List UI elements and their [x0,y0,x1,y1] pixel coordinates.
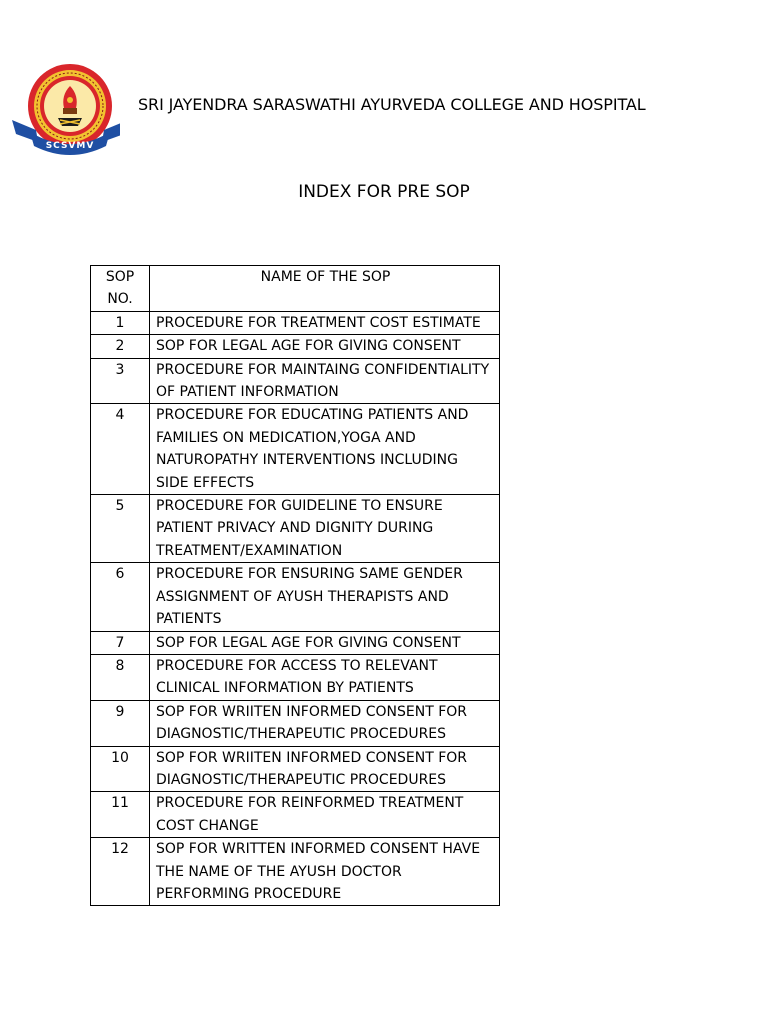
header-sop-name: NAME OF THE SOP [150,266,500,312]
sop-name: PROCEDURE FOR ACCESS TO RELEVANT CLINICAL INFORMATION BY PATIENTS [150,654,500,700]
header-sop-no-line1: SOP [105,269,135,285]
sop-name: PROCEDURE FOR GUIDELINE TO ENSURE PATIENT PRIVACY AND DIGNITY DURING TREATMENT/EXAMINATION [150,495,500,563]
header-sop-no [91,266,150,312]
sop-name: SOP FOR WRIITEN INFORMED CONSENT FOR DIAGNOSTIC/THERAPEUTIC PROCEDURES [150,746,500,792]
sop-number: 9 [91,700,150,746]
header-sop-no-line2: NO. [107,291,133,308]
sop-index-table [90,265,500,906]
table-row [91,654,500,700]
table-row [91,404,500,495]
table-row [91,335,500,358]
sop-name: PROCEDURE FOR REINFORMED TREATMENT COST CHANGE [150,792,500,838]
sop-name: PROCEDURE FOR EDUCATING PATIENTS AND FAMILIES ON MEDICATION,YOGA AND NATUROPATHY INTERVENTIONS INCLUDING SIDE EFFECTS [150,404,500,495]
sop-name: PROCEDURE FOR MAINTAING CONFIDENTIALITY OF PATIENT INFORMATION [150,358,500,404]
table-row [91,792,500,838]
college-name-heading: SRI JAYENDRA SARASWATHI AYURVEDA COLLEGE AND HOSPITAL [138,95,646,114]
sop-number: 5 [91,495,150,563]
sop-name: SOP FOR LEGAL AGE FOR GIVING CONSENT [150,631,500,654]
table-row [91,700,500,746]
sop-name: SOP FOR LEGAL AGE FOR GIVING CONSENT [150,335,500,358]
sop-number: 1 [91,311,150,334]
sop-number: 12 [91,838,150,906]
sop-name: PROCEDURE FOR ENSURING SAME GENDER ASSIGNMENT OF AYUSH THERAPISTS AND PATIENTS [150,563,500,631]
sop-number: 11 [91,792,150,838]
sop-number: 6 [91,563,150,631]
table-row [91,358,500,404]
table-row [91,563,500,631]
sop-number: 2 [91,335,150,358]
table-row [91,495,500,563]
sop-number: 7 [91,631,150,654]
table-row [91,311,500,334]
sop-number: 8 [91,654,150,700]
sop-name: SOP FOR WRITTEN INFORMED CONSENT HAVE THE NAME OF THE AYUSH DOCTOR PERFORMING PROCEDURE [150,838,500,906]
sop-number: 4 [91,404,150,495]
sop-name: SOP FOR WRIITEN INFORMED CONSENT FOR DIAGNOSTIC/THERAPEUTIC PROCEDURES [150,700,500,746]
index-title: INDEX FOR PRE SOP [298,182,470,202]
table-row [91,631,500,654]
sop-name: PROCEDURE FOR TREATMENT COST ESTIMATE [150,311,500,334]
sop-number: 3 [91,358,150,404]
table-header-row [91,266,500,312]
table-row [91,746,500,792]
table-row [91,838,500,906]
college-logo-seal [8,60,120,156]
sop-number: 10 [91,746,150,792]
logo-banner-text: SCSVMV [45,141,95,151]
